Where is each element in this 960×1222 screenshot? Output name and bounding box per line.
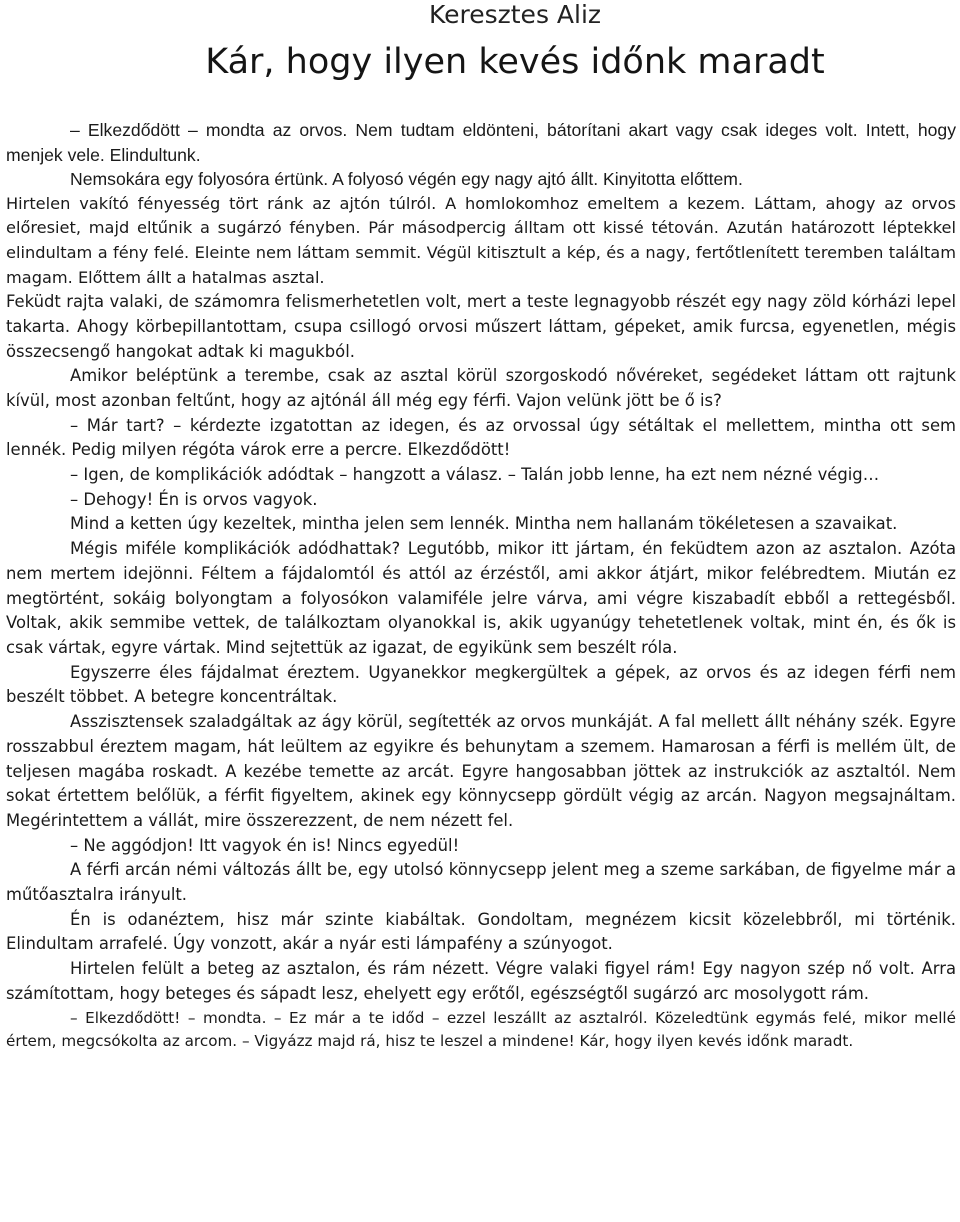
paragraph-8: – Dehogy! Én is orvos vagyok.: [70, 489, 318, 509]
paragraph-2: Nemsokára egy folyosóra értünk. A folyosó végén egy nagy ajtó állt. Kinyitotta előttem.: [70, 169, 743, 190]
paragraph-5: Amikor beléptünk a terembe, csak az asztal körül szorgoskodó nővéreket, segédeket láttam ott rajtunk kívül, most azonban feltűnt, hogy az ajtónál áll még egy férfi. Vajon velünk jött be ő is?: [6, 366, 956, 410]
paragraph-10: Mégis miféle komplikációk adódhattak? Legutóbb, mikor itt jártam, én feküdtem azon az asztalon. Azóta nem mertem idejönni. Féltem a fájdalomtól és attól az érzéstől, ami akkor átjárt, mikor felébredtem. Miután ez megtörtént, sokáig bolyongtam a folyosókon valamiféle jelre várva, ami végre kiszabadít ebből a rettegésből. Voltak, akik semmibe vettek, de találkoztam olyanokkal is, akik ugyanúgy tehetetlenek voltak, mint én, és ők is csak vártak, egyre vártak. Mind sejtettük az igazat, de egyikünk sem beszélt róla.: [6, 539, 956, 657]
paragraph-12: Asszisztensek szaladgáltak az ágy körül, segítették az orvos munkáját. A fal mellett állt néhány szék. Egyre rosszabbul éreztem magam, hát leültem az egyikre és behunytam a szemem. Hamarosan a férfi is mellém ült, de teljesen magába roskadt. A kezébe temette az arcát. Egyre hangosabban jöttek az instrukciók az asztaltól. Nem sokat értettem belőlük, a férfit figyeltem, akinek egy könnycsepp gördült végig az arcán. Nagyon megsajnáltam. Megérintettem a vállát, mire összerezzent, de nem nézett fel.: [6, 712, 956, 830]
story-title: Kár, hogy ilyen kevés időnk maradt: [205, 42, 825, 82]
paragraph-9: Mind a ketten úgy kezeltek, mintha jelen sem lennék. Mintha nem hallanám tökéletesen a szavaikat.: [70, 514, 898, 534]
paragraph-6: – Már tart? – kérdezte izgatottan az idegen, és az orvossal úgy sétáltak el mellettem, mintha ott sem lennék. Pedig milyen régóta várok erre a percre. Elkezdődött!: [6, 415, 956, 460]
paragraph-1: – Elkezdődött – mondta az orvos. Nem tudtam eldönteni, bátorítani akart vagy csak ideges volt. Intett, hogy menjek vele. Elindultunk.: [6, 120, 956, 165]
paragraph-3: Hirtelen vakító fényesség tört ránk az ajtón túlról. A homlokomhoz emeltem a kezem. Láttam, ahogy az orvos előresiet, majd eltűnik a sugárzó fényben. Pár másodpercig álltam ott kissé tétován. Azután határozott léptekkel elindultam a fény felé. Eleinte nem láttam semmit. Végül kitisztult a kép, és a nagy, fertőtlenített teremben találtam magam. Előttem állt a hatalmas asztal.: [6, 193, 956, 287]
paragraph-11: Egyszerre éles fájdalmat éreztem. Ugyanekkor megkergültek a gépek, az orvos és az idegen férfi nem beszélt többet. A betegre koncentráltak.: [6, 662, 956, 707]
paragraph-15: Én is odanéztem, hisz már szinte kiabáltak. Gondoltam, megnézem kicsit közelebbről, mi történik. Elindultam arrafelé. Úgy vonzott, akár a nyár esti lámpafény a szúnyogot.: [6, 909, 956, 954]
paragraph-4: Feküdt rajta valaki, de számomra felismerhetetlen volt, mert a teste legnagyobb részét egy nagy zöld kórházi lepel takarta. Ahogy körbepillantottam, csupa csillogó orvosi műszert láttam, gépeket, amik furcsa, egyenetlen, mégis összecsengő hangokat adtak ki magukból.: [6, 292, 956, 361]
paragraph-17: – Elkezdődött! – mondta. – Ez már a te időd – ezzel leszállt az asztalról. Közeledtünk egymás felé, mikor mellé értem, megcsókolta az arcom. – Vigyázz majd rá, hisz te leszel a mindene! Kár, hogy ilyen kevés időnk maradt.: [6, 1008, 956, 1051]
story-body: [6, 118, 956, 1054]
paragraph-13: – Ne aggódjon! Itt vagyok én is! Nincs egyedül!: [70, 835, 460, 855]
author-name: Keresztes Aliz: [428, 0, 602, 29]
paragraph-16: Hirtelen felült a beteg az asztalon, és rám nézett. Végre valaki figyel rám! Egy nagyon szép nő volt. Arra számítottam, hogy beteges és sápadt lesz, ehelyett egy erőtől, egészségtől sugárzó arc mosolygott rám.: [6, 959, 956, 1003]
paragraph-7: – Igen, de komplikációk adódtak – hangzott a válasz. – Talán jobb lenne, ha ezt nem nézné végig…: [70, 465, 880, 485]
paragraph-14: A férfi arcán némi változás állt be, egy utolsó könnycsepp jelent meg a szeme sarkában, de figyelme már a műtőasztalra irányult.: [6, 860, 956, 905]
